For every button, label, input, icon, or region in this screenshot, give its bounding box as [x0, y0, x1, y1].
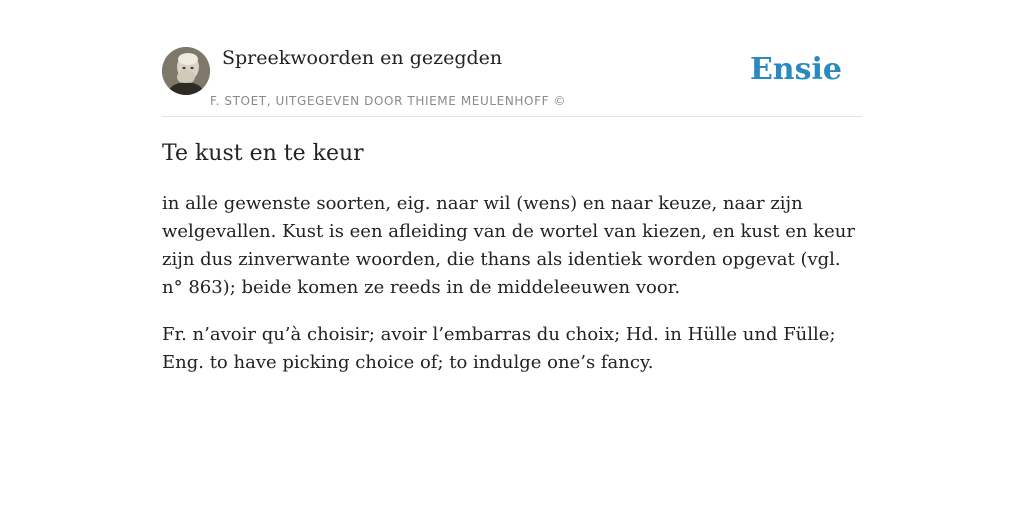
author-avatar — [162, 47, 210, 95]
source-credit: F. STOET, UITGEGEVEN DOOR THIEME MEULENHOFF © — [210, 94, 567, 108]
entry-content — [162, 138, 862, 377]
source-title[interactable]: Spreekwoorden en gezegden — [222, 47, 503, 69]
entry-paragraph-definition: in alle gewenste soorten, eig. naar wil (wens) en naar keuze, naar zijn welgevallen. Kust is een afleiding van de wortel van kiezen, en kust en keur zijn dus zinverwante woorden, die thans als identiek worden opgevat (vgl. n° 863); beide komen ze reeds in de middeleeuwen voor. — [162, 193, 855, 298]
entry-title: Te kust en te keur — [162, 141, 364, 166]
source-header — [162, 46, 862, 117]
entry-paragraph-translations: Fr. n’avoir qu’à choisir; avoir l’embarras du choix; Hd. in Hülle und Fülle; Eng. to have picking choice of; to indulge one’s fancy. — [162, 324, 836, 373]
ensie-logo-link[interactable]: Ensie — [749, 52, 842, 87]
author-portrait-icon — [162, 47, 210, 95]
